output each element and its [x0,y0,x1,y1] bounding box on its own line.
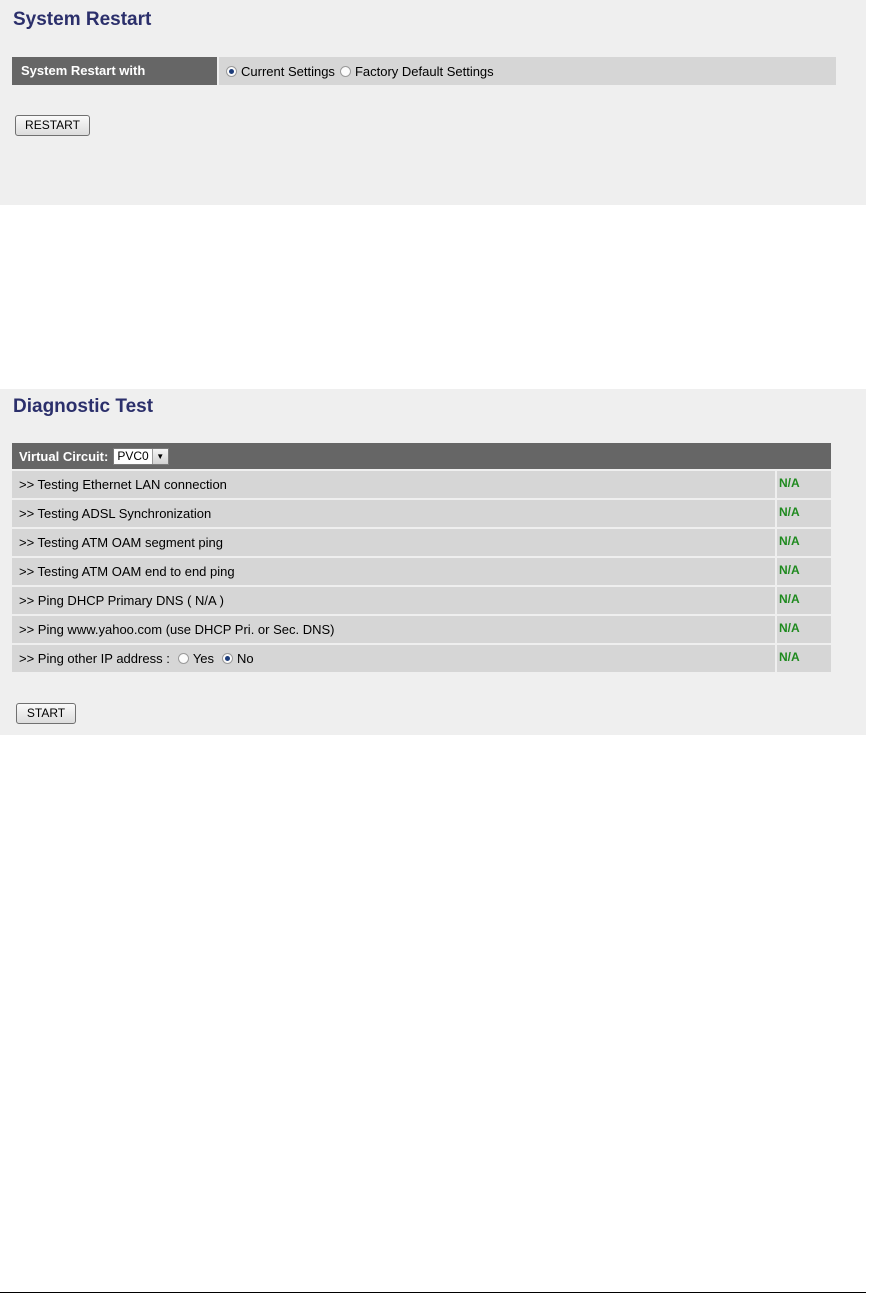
restart-button[interactable]: RESTART [15,115,90,136]
ping-other-no-radio[interactable] [222,653,233,664]
table-row [12,645,831,672]
factory-default-radio[interactable] [340,66,351,77]
table-row [12,558,831,585]
table-row [12,500,831,527]
current-settings-label: Current Settings [241,63,335,79]
test-result: N/A [777,471,831,498]
test-label: >> Ping other IP address : [19,651,170,666]
table-row [12,587,831,614]
table-row [12,616,831,643]
test-label: >> Testing ATM OAM segment ping [12,529,775,556]
page-bottom-divider [0,1292,866,1293]
diagnostic-table [12,443,831,674]
ping-other-yes-option[interactable] [178,645,214,672]
test-result: N/A [777,587,831,614]
system-restart-with-label: System Restart with [12,57,217,85]
test-label: >> Ping DHCP Primary DNS ( N/A ) [12,587,775,614]
system-restart-title: System Restart [13,9,152,30]
virtual-circuit-header [12,443,831,469]
table-row [12,529,831,556]
current-settings-radio[interactable] [226,66,237,77]
ping-other-yes-label: Yes [192,651,215,666]
ping-other-ip-row [12,645,775,672]
start-button[interactable]: START [16,703,76,724]
test-label: >> Ping www.yahoo.com (use DHCP Pri. or Sec. DNS) [12,616,775,643]
test-label: >> Testing Ethernet LAN connection [12,471,775,498]
factory-default-label: Factory Default Settings [354,63,494,79]
system-restart-row [12,57,836,85]
virtual-circuit-select[interactable] [113,448,168,465]
factory-default-option[interactable] [340,64,494,79]
virtual-circuit-label: Virtual Circuit: [19,448,109,464]
test-result: N/A [777,529,831,556]
test-result: N/A [777,616,831,643]
test-label: >> Testing ADSL Synchronization [12,500,775,527]
table-row [12,471,831,498]
ping-other-no-label: No [237,651,254,666]
ping-other-no-option[interactable] [222,645,254,672]
test-result: N/A [777,558,831,585]
test-result: N/A [777,645,831,672]
diagnostic-test-title: Diagnostic Test [13,396,154,417]
system-restart-panel [0,0,866,205]
test-label: >> Testing ATM OAM end to end ping [12,558,775,585]
restart-options [219,57,836,85]
virtual-circuit-value: PVC0 [117,449,149,463]
ping-other-yes-radio[interactable] [178,653,189,664]
test-result: N/A [777,500,831,527]
chevron-down-icon[interactable]: ▼ [152,449,168,464]
current-settings-option[interactable] [226,64,335,79]
